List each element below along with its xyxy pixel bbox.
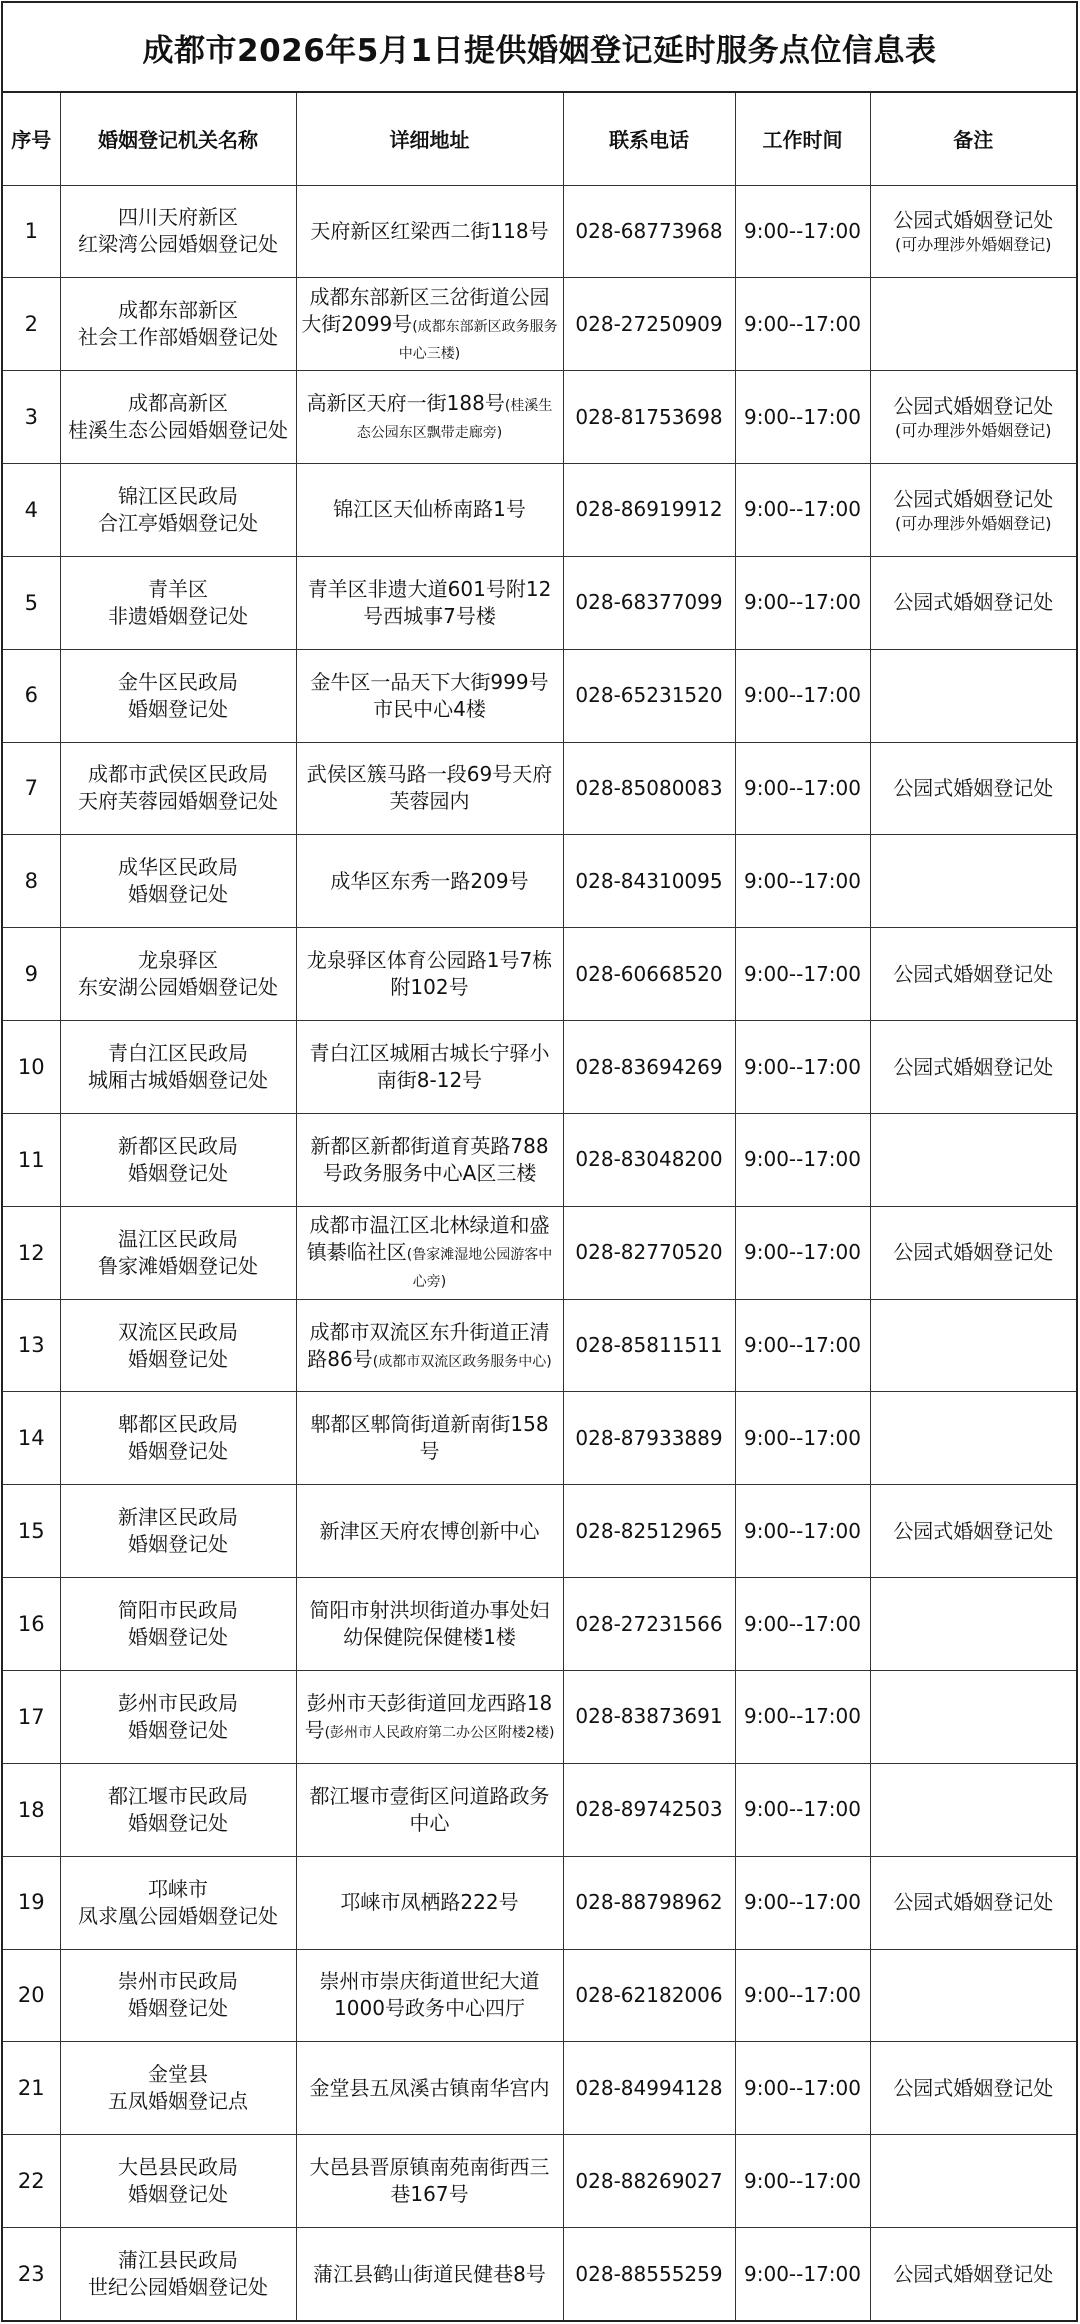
office-name: 五凤婚姻登记点 [108,2089,248,2114]
cell-hours: 9:00--17:00 [735,1021,870,1114]
cell-address [296,742,563,835]
cell-no: 19 [3,1856,60,1949]
cell-name [60,2042,296,2135]
cell-phone: 028-85080083 [563,742,735,835]
cell-no: 16 [3,1578,60,1671]
table-row [3,2135,1076,2228]
cell-no: 22 [3,2135,60,2228]
cell-phone: 028-83048200 [563,1113,735,1206]
address-text: 蒲江县鹤山街道民健巷8号 [313,2261,546,2286]
cell-name [60,1671,296,1764]
cell-no: 21 [3,2042,60,2135]
remark-text: 公园式婚姻登记处 [893,393,1054,418]
office-name: 东安湖公园婚姻登记处 [78,975,278,1000]
cell-remark [870,1206,1076,1299]
office-name: 天府芙蓉园婚姻登记处 [78,789,278,814]
address-text: 成华区东秀一路209号 [330,868,529,893]
cell-address [296,835,563,928]
cell-address [296,1021,563,1114]
office-region: 锦江区民政局 [118,483,238,508]
cell-hours: 9:00--17:00 [735,1392,870,1485]
table-row [3,1392,1076,1485]
remark-text: 公园式婚姻登记处 [893,1518,1054,1543]
office-name: 非遗婚姻登记处 [108,603,248,628]
cell-address [296,2135,563,2228]
address-text: 青白江区城厢古城长宁驿小南街8-12号 [309,1041,550,1093]
address-note: (成都东部新区政务服务中心三楼) [398,318,558,362]
cell-name [60,2135,296,2228]
cell-address [296,2228,563,2321]
cell-name [60,1856,296,1949]
cell-name [60,278,296,371]
cell-name [60,835,296,928]
cell-remark [870,928,1076,1021]
office-region: 龙泉驿区 [138,948,218,973]
office-name: 婚姻登记处 [128,1439,228,1464]
cell-address [296,1485,563,1578]
cell-remark [870,185,1076,278]
cell-phone: 028-84310095 [563,835,735,928]
cell-no: 9 [3,928,60,1021]
info-table-sheet [1,1,1078,2322]
address-text: 新津区天府农博创新中心 [319,1518,540,1543]
cell-no: 23 [3,2228,60,2321]
cell-address [296,1856,563,1949]
address-text: 高新区天府一街188号 [306,391,505,416]
office-region: 四川天府新区 [118,205,238,230]
table-row [3,835,1076,928]
table-row [3,742,1076,835]
cell-name [60,1763,296,1856]
cell-remark [870,1856,1076,1949]
address-note: (鲁家滩湿地公园游客中心旁) [406,1247,553,1291]
office-name: 合江亭婚姻登记处 [98,510,258,535]
address-text: 新都区新都街道育英路788号政务服务中心A区三楼 [310,1133,549,1185]
address-text: 金堂县五凤溪古镇南华宫内 [309,2075,550,2100]
cell-remark [870,2135,1076,2228]
cell-phone: 028-89742503 [563,1763,735,1856]
cell-remark [870,1392,1076,1485]
cell-remark [870,2228,1076,2321]
cell-phone: 028-82512965 [563,1485,735,1578]
cell-address [296,371,563,464]
cell-phone: 028-88555259 [563,2228,735,2321]
cell-name [60,1485,296,1578]
cell-name [60,1392,296,1485]
table-row [3,1856,1076,1949]
cell-no: 13 [3,1299,60,1392]
address-text: 成都东部新区三岔街道公园大街2099号 [301,284,550,336]
cell-phone: 028-88798962 [563,1856,735,1949]
office-region: 新都区民政局 [118,1133,238,1158]
cell-remark [870,278,1076,371]
office-name: 婚姻登记处 [128,1160,228,1185]
cell-remark [870,556,1076,649]
cell-remark [870,835,1076,928]
address-text: 都江堰市壹街区问道路政务中心 [309,1783,550,1835]
cell-address [296,464,563,557]
office-region: 双流区民政局 [118,1319,238,1344]
cell-name [60,185,296,278]
cell-remark [870,649,1076,742]
remark-text: 公园式婚姻登记处 [893,775,1054,800]
office-region: 成都东部新区 [118,298,238,323]
header-row [3,93,1076,185]
office-region: 都江堰市民政局 [108,1783,248,1808]
cell-name [60,464,296,557]
cell-hours: 9:00--17:00 [735,835,870,928]
table-row [3,2042,1076,2135]
office-name: 婚姻登记处 [128,1346,228,1371]
remark-text: 公园式婚姻登记处 [893,590,1054,615]
cell-no: 11 [3,1113,60,1206]
table-row [3,649,1076,742]
header-remark: 备注 [870,93,1076,185]
cell-hours: 9:00--17:00 [735,1949,870,2042]
cell-name [60,742,296,835]
address-text: 锦江区天仙桥南路1号 [333,497,526,522]
cell-name [60,1949,296,2042]
office-region: 青白江区民政局 [108,1041,248,1066]
cell-hours: 9:00--17:00 [735,1299,870,1392]
cell-phone: 028-88269027 [563,2135,735,2228]
office-region: 成华区民政局 [118,855,238,880]
office-region: 蒲江县民政局 [118,2248,238,2273]
address-text: 天府新区红梁西二街118号 [310,218,549,243]
cell-name [60,1113,296,1206]
cell-address [296,278,563,371]
table-row [3,185,1076,278]
remark-note: (可办理涉外婚姻登记) [895,235,1052,255]
cell-hours: 9:00--17:00 [735,464,870,557]
cell-remark [870,371,1076,464]
table-row [3,1949,1076,2042]
address-text: 简阳市射洪坝街道办事处妇幼保健院保健楼1楼 [309,1598,550,1650]
remark-text: 公园式婚姻登记处 [893,486,1054,511]
office-region: 新津区民政局 [118,1505,238,1530]
cell-address [296,1392,563,1485]
address-text: 青羊区非遗大道601号附12号西城事7号楼 [307,576,552,628]
header-hours: 工作时间 [735,93,870,185]
office-name: 社会工作部婚姻登记处 [78,325,278,350]
cell-address [296,928,563,1021]
cell-name [60,556,296,649]
office-name: 鲁家滩婚姻登记处 [98,1253,258,1278]
cell-remark [870,1485,1076,1578]
remark-text: 公园式婚姻登记处 [893,1890,1054,1915]
cell-phone: 028-62182006 [563,1949,735,2042]
table-row [3,278,1076,371]
office-region: 崇州市民政局 [118,1969,238,1994]
cell-hours: 9:00--17:00 [735,1671,870,1764]
office-name: 婚姻登记处 [128,696,228,721]
cell-no: 1 [3,185,60,278]
cell-no: 2 [3,278,60,371]
cell-phone: 028-82770520 [563,1206,735,1299]
cell-phone: 028-83694269 [563,1021,735,1114]
cell-remark [870,1578,1076,1671]
cell-address [296,1949,563,2042]
cell-phone: 028-87933889 [563,1392,735,1485]
cell-name [60,1206,296,1299]
table-row [3,1485,1076,1578]
cell-phone: 028-81753698 [563,371,735,464]
address-text: 成都市温江区北林绿道和盛镇綦临社区 [306,1213,550,1265]
table-row [3,464,1076,557]
cell-hours: 9:00--17:00 [735,1856,870,1949]
cell-address [296,1113,563,1206]
cell-hours: 9:00--17:00 [735,1578,870,1671]
cell-address [296,185,563,278]
table-row [3,1299,1076,1392]
office-name: 婚姻登记处 [128,1810,228,1835]
cell-phone: 028-83873691 [563,1671,735,1764]
table-row [3,371,1076,464]
cell-hours: 9:00--17:00 [735,2228,870,2321]
remark-text: 公园式婚姻登记处 [893,208,1054,233]
office-name: 桂溪生态公园婚姻登记处 [68,418,288,443]
cell-address [296,1671,563,1764]
office-name: 红梁湾公园婚姻登记处 [78,232,278,257]
registration-table [3,93,1076,2320]
cell-remark [870,2042,1076,2135]
cell-no: 7 [3,742,60,835]
remark-text: 公园式婚姻登记处 [893,1054,1054,1079]
address-text: 彭州市天彭街道回龙西路18号 [304,1690,553,1742]
cell-no: 4 [3,464,60,557]
remark-note: (可办理涉外婚姻登记) [895,513,1052,533]
cell-hours: 9:00--17:00 [735,278,870,371]
cell-hours: 9:00--17:00 [735,1485,870,1578]
cell-no: 3 [3,371,60,464]
cell-name [60,1021,296,1114]
cell-no: 12 [3,1206,60,1299]
address-text: 邛崃市凤栖路222号 [340,1890,519,1915]
address-text: 武侯区簇马路一段69号天府芙蓉园内 [306,762,553,814]
cell-phone: 028-27250909 [563,278,735,371]
header-address: 详细地址 [296,93,563,185]
table-row [3,1206,1076,1299]
cell-hours: 9:00--17:00 [735,742,870,835]
office-name: 婚姻登记处 [128,1532,228,1557]
cell-remark [870,742,1076,835]
cell-hours: 9:00--17:00 [735,1113,870,1206]
cell-address [296,1763,563,1856]
cell-phone: 028-86919912 [563,464,735,557]
cell-remark [870,1763,1076,1856]
office-region: 金牛区民政局 [118,669,238,694]
remark-note: (可办理涉外婚姻登记) [895,420,1052,440]
cell-name [60,928,296,1021]
office-region: 邛崃市 [148,1876,208,1901]
cell-no: 15 [3,1485,60,1578]
cell-no: 20 [3,1949,60,2042]
cell-name [60,1578,296,1671]
header-no: 序号 [3,93,60,185]
office-region: 郫都区民政局 [118,1412,238,1437]
cell-remark [870,1949,1076,2042]
office-region: 成都高新区 [128,391,228,416]
cell-hours: 9:00--17:00 [735,371,870,464]
remark-text: 公园式婚姻登记处 [893,1240,1054,1265]
cell-address [296,649,563,742]
table-row [3,1113,1076,1206]
address-note: (彭州市人民政府第二办公区附楼2楼) [324,1724,555,1741]
office-region: 简阳市民政局 [118,1598,238,1623]
cell-no: 5 [3,556,60,649]
cell-hours: 9:00--17:00 [735,2135,870,2228]
cell-name [60,1299,296,1392]
cell-remark [870,464,1076,557]
cell-address [296,1206,563,1299]
address-note: (成都市双流区政务服务中心) [372,1353,552,1370]
header-phone: 联系电话 [563,93,735,185]
address-text: 龙泉驿区体育公园路1号7栋附102号 [306,948,553,1000]
cell-no: 14 [3,1392,60,1485]
cell-remark [870,1299,1076,1392]
office-name: 婚姻登记处 [128,1717,228,1742]
office-name: 城厢古城婚姻登记处 [88,1068,268,1093]
cell-no: 17 [3,1671,60,1764]
cell-remark [870,1113,1076,1206]
address-text: 郫都区郫筒街道新南街158号 [310,1412,549,1464]
office-name: 婚姻登记处 [128,1625,228,1650]
office-name: 婚姻登记处 [128,2182,228,2207]
office-name: 婚姻登记处 [128,1996,228,2021]
cell-hours: 9:00--17:00 [735,649,870,742]
remark-text: 公园式婚姻登记处 [893,961,1054,986]
table-row [3,1578,1076,1671]
table-row [3,1763,1076,1856]
cell-phone: 028-68377099 [563,556,735,649]
cell-hours: 9:00--17:00 [735,2042,870,2135]
cell-address [296,2042,563,2135]
office-name: 世纪公园婚姻登记处 [88,2275,268,2300]
address-note: (桂溪生态公园东区飘带走廊旁) [356,398,553,442]
remark-text: 公园式婚姻登记处 [893,2261,1054,2286]
cell-phone: 028-84994128 [563,2042,735,2135]
office-region: 金堂县 [148,2062,208,2087]
cell-phone: 028-85811511 [563,1299,735,1392]
office-region: 成都市武侯区民政局 [88,762,268,787]
table-row [3,2228,1076,2321]
cell-address [296,1299,563,1392]
cell-remark [870,1671,1076,1764]
address-text: 成都市双流区东升街道正清路86号 [307,1319,550,1371]
cell-no: 18 [3,1763,60,1856]
cell-hours: 9:00--17:00 [735,185,870,278]
cell-phone: 028-27231566 [563,1578,735,1671]
cell-hours: 9:00--17:00 [735,1763,870,1856]
table-row [3,1021,1076,1114]
cell-name [60,2228,296,2321]
office-region: 青羊区 [148,576,208,601]
address-text: 崇州市崇庆街道世纪大道1000号政务中心四厅 [319,1969,540,2021]
cell-hours: 9:00--17:00 [735,1206,870,1299]
cell-hours: 9:00--17:00 [735,928,870,1021]
cell-phone: 028-65231520 [563,649,735,742]
address-text: 金牛区一品天下大街999号市民中心4楼 [310,669,549,721]
table-row [3,928,1076,1021]
office-region: 彭州市民政局 [118,1690,238,1715]
cell-remark [870,1021,1076,1114]
cell-phone: 028-68773968 [563,185,735,278]
cell-address [296,1578,563,1671]
cell-name [60,649,296,742]
address-text: 大邑县晋原镇南苑南街西三巷167号 [309,2155,550,2207]
cell-no: 10 [3,1021,60,1114]
cell-no: 6 [3,649,60,742]
table-title: 成都市2026年5月1日提供婚姻登记延时服务点位信息表 [3,3,1076,93]
cell-address [296,556,563,649]
office-region: 大邑县民政局 [118,2155,238,2180]
cell-name [60,371,296,464]
cell-no: 8 [3,835,60,928]
table-row [3,556,1076,649]
cell-phone: 028-60668520 [563,928,735,1021]
office-region: 温江区民政局 [118,1226,238,1251]
header-name: 婚姻登记机关名称 [60,93,296,185]
remark-text: 公园式婚姻登记处 [893,2075,1054,2100]
table-row [3,1671,1076,1764]
office-name: 凤求凰公园婚姻登记处 [78,1903,278,1928]
cell-hours: 9:00--17:00 [735,556,870,649]
office-name: 婚姻登记处 [128,882,228,907]
